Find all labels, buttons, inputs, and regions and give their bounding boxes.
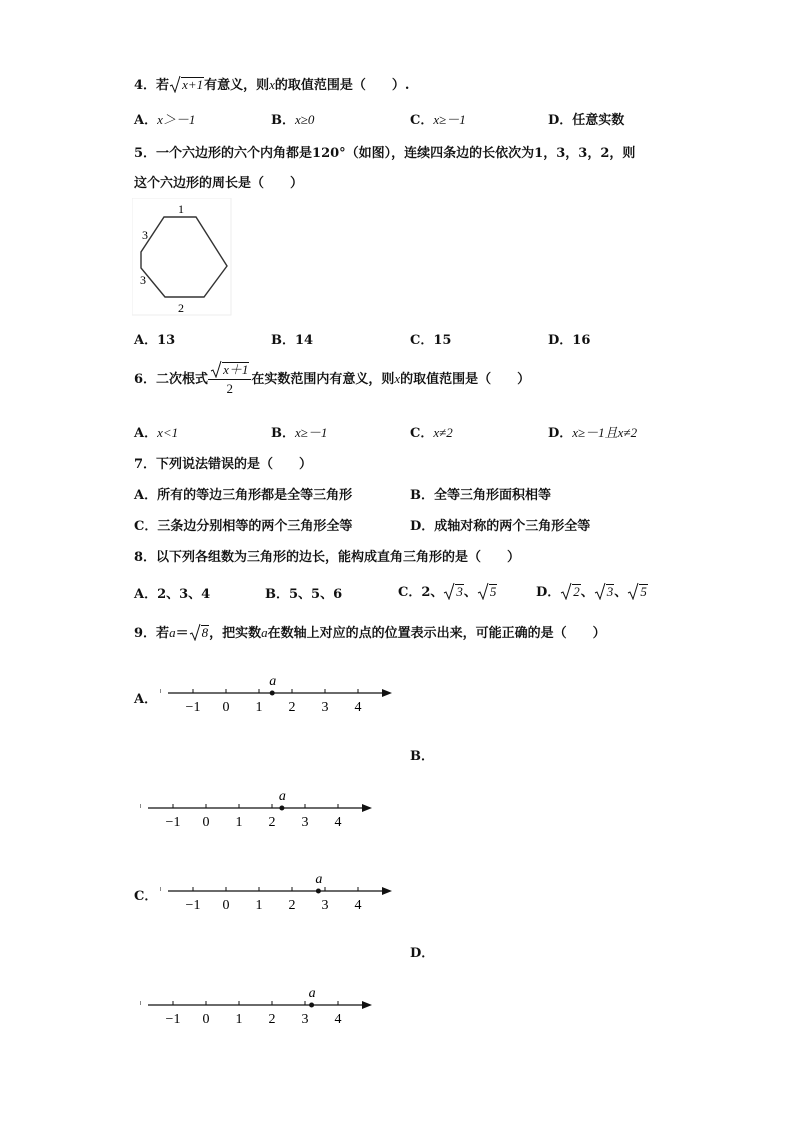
tick-label: −1 xyxy=(165,1012,181,1027)
point-label: a xyxy=(278,789,286,804)
q9-text-pre: 若 xyxy=(156,626,170,641)
hexagon-shape xyxy=(141,217,227,297)
option-label: D． xyxy=(548,426,573,441)
q9-number: 9． xyxy=(134,626,157,641)
q9-text-mid: ，把实数 xyxy=(209,626,262,641)
tick-label: 2 xyxy=(288,898,296,913)
radicand: 5 xyxy=(489,584,497,599)
q6-text-mid: 在实数范围内有意义，则 xyxy=(251,372,395,387)
option-label: B． xyxy=(410,488,434,503)
point-a xyxy=(316,889,321,894)
tick-label: 0 xyxy=(222,700,230,715)
option-label: C． xyxy=(410,333,434,348)
q6-denominator: 2 xyxy=(226,381,233,396)
point-a xyxy=(279,806,284,811)
q9-radicand: 8 xyxy=(201,625,209,640)
option-label: A． xyxy=(134,333,158,348)
q5-stem-line1: 5．一个六边形的六个内角都是120°（如图），连续四条边的长依次为1，3，3，2，则 xyxy=(134,146,636,161)
option-text: 2、3、4 xyxy=(157,587,211,602)
axis-arrow xyxy=(362,804,372,812)
option-label: B． xyxy=(271,113,295,128)
number-line-b[interactable] xyxy=(140,787,380,837)
tick-label: 3 xyxy=(301,815,309,830)
q9-option-c-label[interactable]: C． xyxy=(134,889,158,904)
q6-text-post: 的取值范围是（ ） xyxy=(400,372,531,387)
q4-text-pre: 若 xyxy=(156,78,170,93)
hexagon-figure xyxy=(132,198,232,316)
separator: 、 xyxy=(463,585,477,600)
sqrt-3 xyxy=(594,584,615,600)
q6-fraction xyxy=(208,362,251,397)
q6-option-a[interactable] xyxy=(134,422,178,441)
q4-var: x xyxy=(269,77,275,92)
option-label: A． xyxy=(134,426,158,441)
q5-option-a[interactable] xyxy=(134,329,175,348)
option-label: A． xyxy=(134,488,158,503)
q9-text-post: 在数轴上对应的点的位置表示出来，可能正确的是（ ） xyxy=(267,626,606,641)
point-label: a xyxy=(315,872,323,887)
hexagon-label-top: 1 xyxy=(178,202,184,216)
number-line-a[interactable] xyxy=(160,672,400,722)
option-label: D． xyxy=(548,333,573,348)
separator: 、 xyxy=(580,585,594,600)
q7-option-d[interactable] xyxy=(410,515,590,534)
option-label: C． xyxy=(398,585,422,600)
option-text: x<1 xyxy=(157,425,179,440)
q7-option-b[interactable] xyxy=(410,484,551,503)
radicand: 5 xyxy=(640,584,647,599)
option-label: C． xyxy=(134,519,158,534)
point-label: a xyxy=(308,986,316,1001)
q4-text-mid: 有意义，则 xyxy=(204,78,270,93)
option-text: 任意实数 xyxy=(572,113,625,128)
tick-label: 0 xyxy=(222,898,230,913)
option-text: 16 xyxy=(572,333,591,348)
q9-equals: ＝ xyxy=(175,626,189,641)
q6-option-c[interactable] xyxy=(410,422,453,441)
option-text: x≥－1且x≠2 xyxy=(572,425,638,440)
sqrt-3 xyxy=(443,584,464,600)
q6-sqrt xyxy=(210,362,249,378)
q5-option-c[interactable] xyxy=(410,329,451,348)
q9-var-2: a xyxy=(261,625,268,640)
number-line-c[interactable] xyxy=(160,870,400,920)
q4-text-post: 的取值范围是（ ）. xyxy=(274,78,410,93)
q7-option-a[interactable] xyxy=(134,484,352,503)
point-a xyxy=(270,691,275,696)
q5-option-d[interactable] xyxy=(548,329,590,348)
radicand: 3 xyxy=(606,584,614,599)
q5-stem-line2: 这个六边形的周长是（ ） xyxy=(134,176,304,191)
option-text: 15 xyxy=(433,333,452,348)
tick-label: −1 xyxy=(165,815,181,830)
q8-option-b[interactable] xyxy=(265,583,342,602)
q4-sqrt xyxy=(169,77,204,93)
option-label: C． xyxy=(410,113,434,128)
q4-number: 4． xyxy=(134,78,157,93)
hexagon-label-upper-left: 3 xyxy=(142,228,148,242)
sqrt-5 xyxy=(477,584,498,600)
option-label: A． xyxy=(134,587,158,602)
tick-label: 4 xyxy=(354,898,362,913)
tick-label: 3 xyxy=(321,700,329,715)
hexagon-label-bottom: 2 xyxy=(178,301,184,315)
q6-var: x xyxy=(394,371,401,386)
q6-option-d[interactable] xyxy=(548,422,637,441)
tick-label: −1 xyxy=(185,898,201,913)
q8-option-d[interactable] xyxy=(536,581,648,600)
radicand: 3 xyxy=(456,584,463,599)
tick-label: 2 xyxy=(268,1012,276,1027)
option-text: x＞－1 xyxy=(157,112,196,127)
tick-label: 0 xyxy=(202,815,210,830)
tick-label: 2 xyxy=(268,815,276,830)
q5-option-b[interactable] xyxy=(271,329,313,348)
option-text: 14 xyxy=(295,333,314,348)
sqrt-5 xyxy=(627,584,648,600)
q8-option-a[interactable] xyxy=(134,583,210,602)
q4-radicand: x+1 xyxy=(182,77,204,92)
option-text: 2、 xyxy=(421,585,444,600)
option-text: 全等三角形面积相等 xyxy=(434,488,552,503)
option-text: 13 xyxy=(157,333,176,348)
q7-option-c[interactable] xyxy=(134,515,352,534)
option-label: D． xyxy=(548,113,573,128)
q4-option-b[interactable] xyxy=(271,109,314,128)
tick-label: −1 xyxy=(185,700,201,715)
tick-label: 4 xyxy=(354,700,362,715)
q4-option-c[interactable] xyxy=(410,109,466,128)
option-text: 5、5、6 xyxy=(289,587,343,602)
option-text: 所有的等边三角形都是全等三角形 xyxy=(157,488,353,503)
q4-option-a[interactable] xyxy=(134,109,195,128)
q9-option-d-label[interactable]: D． xyxy=(410,946,435,961)
q9-option-a-label[interactable]: A． xyxy=(134,692,158,707)
option-text: x≥0 xyxy=(295,112,315,127)
q9-stem xyxy=(134,622,606,641)
option-label: A． xyxy=(134,113,158,128)
q4-option-d[interactable] xyxy=(548,109,624,128)
axis-arrow xyxy=(362,1001,372,1009)
option-label: D． xyxy=(410,519,435,534)
tick-label: 1 xyxy=(255,898,263,913)
q9-var: a xyxy=(169,625,176,640)
q8-stem: 8．以下列各组数为三角形的边长，能构成直角三角形的是（ ） xyxy=(134,550,521,565)
sqrt-2 xyxy=(560,584,581,600)
option-text: x≥－1 xyxy=(295,425,328,440)
tick-label: 2 xyxy=(288,700,296,715)
q6-option-b[interactable] xyxy=(271,422,327,441)
q9-option-b-label[interactable]: B． xyxy=(410,749,434,764)
axis-arrow xyxy=(382,887,392,895)
tick-label: 4 xyxy=(334,1012,342,1027)
option-text: 成轴对称的两个三角形全等 xyxy=(434,519,591,534)
q9-sqrt xyxy=(189,625,210,641)
tick-label: 1 xyxy=(235,1012,243,1027)
point-label: a xyxy=(269,674,277,689)
tick-label: 1 xyxy=(255,700,263,715)
option-label: B． xyxy=(271,333,295,348)
tick-label: 3 xyxy=(301,1012,309,1027)
q4-stem xyxy=(134,74,409,93)
option-text: x≥－1 xyxy=(433,112,466,127)
point-a xyxy=(309,1003,314,1008)
q6-text-pre: 二次根式 xyxy=(156,372,209,387)
q6-stem xyxy=(134,362,530,397)
option-label: D． xyxy=(536,585,561,600)
option-text: 三条边分别相等的两个三角形全等 xyxy=(157,519,353,534)
axis-arrow xyxy=(382,689,392,697)
option-text: x≠2 xyxy=(433,425,453,440)
option-label: B． xyxy=(271,426,295,441)
option-label: B． xyxy=(265,587,289,602)
q6-radicand: x＋1 xyxy=(223,362,249,377)
tick-label: 4 xyxy=(334,815,342,830)
number-line-d[interactable] xyxy=(140,984,380,1034)
q6-number: 6． xyxy=(134,372,157,387)
q7-stem: 7．下列说法错误的是（ ） xyxy=(134,457,313,472)
radicand: 2 xyxy=(573,584,580,599)
tick-label: 1 xyxy=(235,815,243,830)
tick-label: 0 xyxy=(202,1012,210,1027)
tick-label: 3 xyxy=(321,898,329,913)
q8-option-c[interactable] xyxy=(398,581,497,600)
separator: 、 xyxy=(614,585,628,600)
option-label: C． xyxy=(410,426,434,441)
hexagon-label-lower-left: 3 xyxy=(140,273,146,287)
